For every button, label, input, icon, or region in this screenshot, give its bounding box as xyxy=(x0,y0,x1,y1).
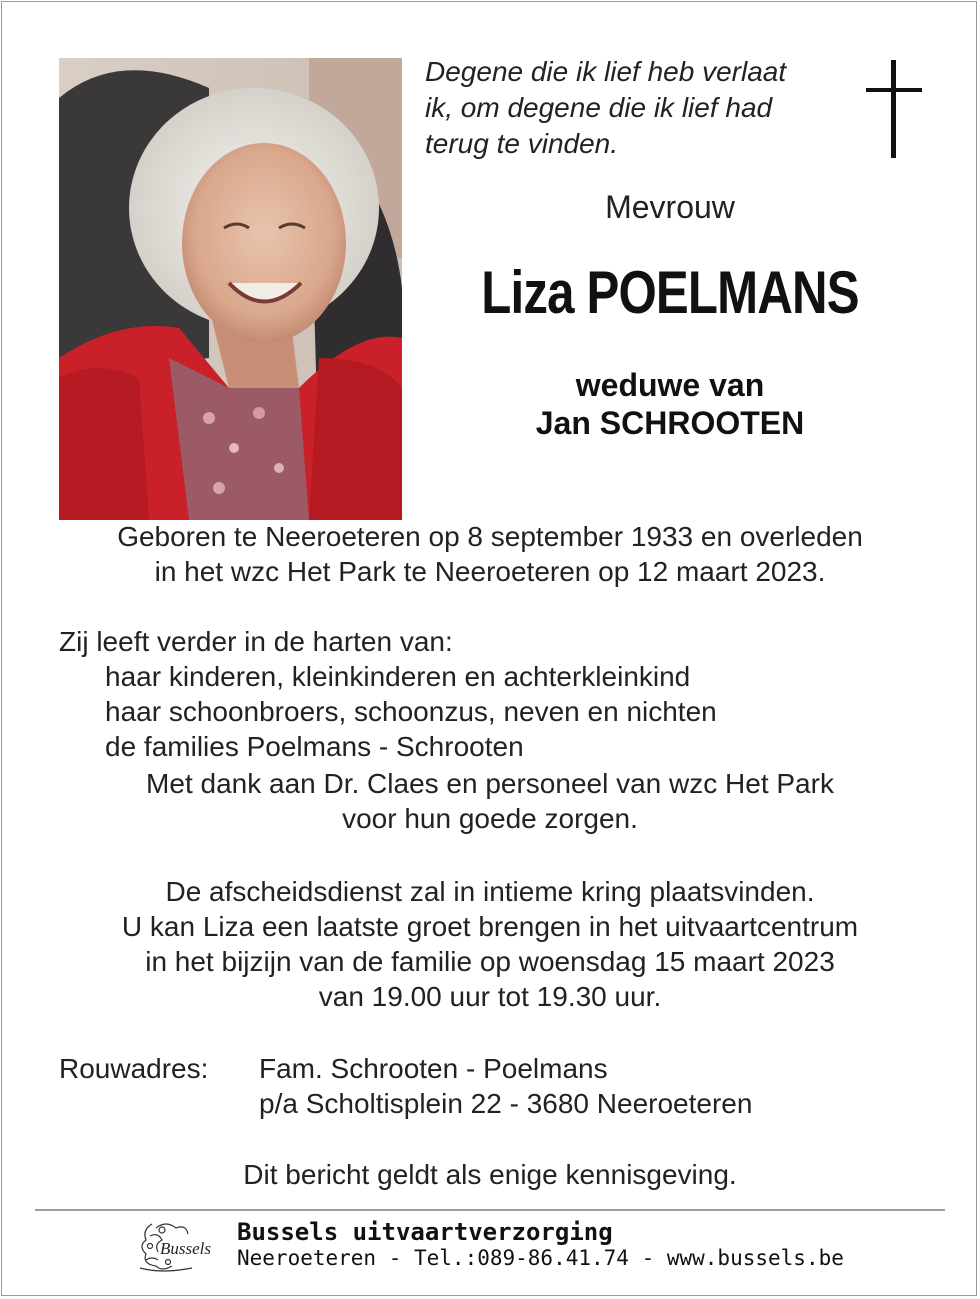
birth-line: Geboren te Neeroeteren op 8 september 1933 en overleden xyxy=(117,521,863,552)
service-line: De afscheidsdienst zal in intieme kring plaatsvinden. xyxy=(165,876,815,907)
footer-divider xyxy=(35,1209,945,1211)
service-line: in het bijzijn van de familie op woensdag 15 maart 2023 xyxy=(145,946,835,977)
death-line: in het wzc Het Park te Neeroeteren op 12 maart 2023. xyxy=(154,556,826,587)
address-line: Fam. Schrooten - Poelmans xyxy=(259,1053,608,1084)
funeral-home-name: Bussels uitvaartverzorging xyxy=(237,1218,613,1246)
honorific: Mevrouw xyxy=(605,189,735,225)
funeral-home-contact: Neeroeteren - Tel.:089-86.41.74 - www.bussels.be xyxy=(237,1246,844,1270)
memorial-quote xyxy=(425,54,845,162)
survivors-heading: Zij leeft verder in de harten van: xyxy=(59,626,453,657)
thanks-line: Met dank aan Dr. Claes en personeel van wzc Het Park xyxy=(146,768,834,799)
quote-line: Degene die ik lief heb verlaat xyxy=(425,56,787,87)
service-line: U kan Liza een laatste groet brengen in het uitvaartcentrum xyxy=(121,911,859,942)
address-label: Rouwadres: xyxy=(59,1053,209,1084)
survivor-item: haar kinderen, kleinkinderen en achterkleinkind xyxy=(105,661,691,692)
address-line: p/a Scholtisplein 22 - 3680 Neeroeteren xyxy=(259,1088,753,1119)
bussels-logo-icon xyxy=(132,1216,228,1274)
mourning-address xyxy=(0,1051,980,1121)
survivor-item: de families Poelmans - Schrooten xyxy=(105,731,524,762)
survivors-section xyxy=(0,624,980,764)
portrait-photo xyxy=(59,58,402,520)
widow-of-label: weduwe van xyxy=(575,367,765,403)
service-info xyxy=(0,874,980,1014)
thanks-line: voor hun goede zorgen. xyxy=(342,803,638,834)
notice-text: Dit bericht geldt als enige kennisgeving. xyxy=(243,1159,737,1190)
widow-of xyxy=(425,366,915,442)
deceased-name: Liza POELMANS xyxy=(481,259,859,326)
thanks-section xyxy=(0,766,980,836)
cross-icon xyxy=(866,60,922,160)
survivor-item: haar schoonbroers, schoonzus, neven en nichten xyxy=(105,696,717,727)
birth-death-info xyxy=(0,519,980,589)
service-line: van 19.00 uur tot 19.30 uur. xyxy=(318,981,662,1012)
quote-line: ik, om degene die ik lief had xyxy=(425,92,773,123)
logo-text: Bussels xyxy=(160,1239,211,1258)
spouse-name: Jan SCHROOTEN xyxy=(535,405,805,441)
quote-line: terug te vinden. xyxy=(425,128,619,159)
